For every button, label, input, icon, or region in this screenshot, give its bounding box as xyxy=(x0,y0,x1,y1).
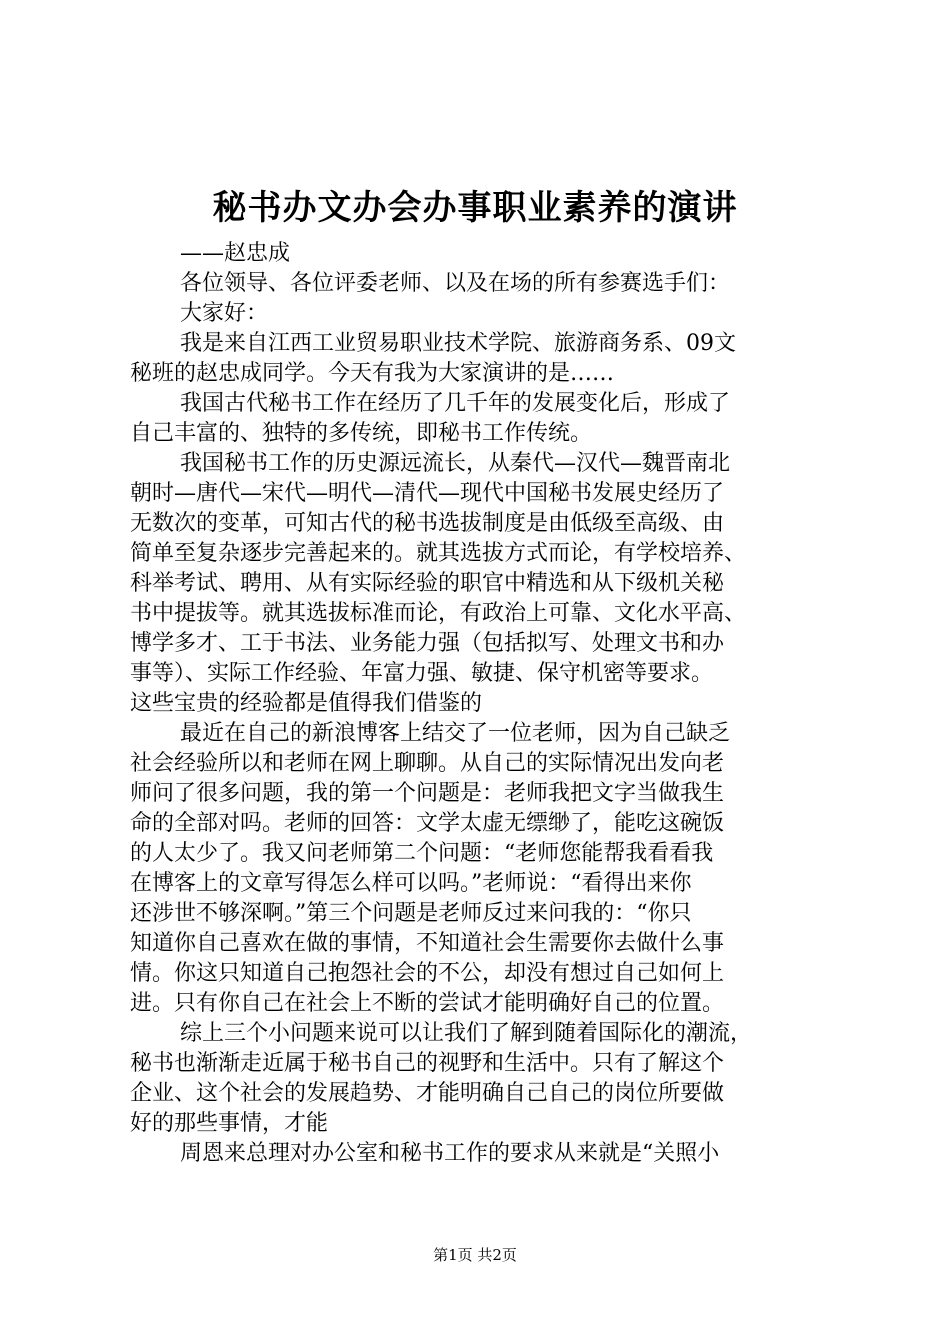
text-line: 秘班的赵忠成同学。今天有我为大家演讲的是…… xyxy=(130,361,615,386)
text-line: 书中提拔等。就其选拔标准而论，有政治上可靠、文化水平高、 xyxy=(130,601,747,626)
text-line: 情。你这只知道自己抱怨社会的不公，却没有想过自己如何上 xyxy=(130,961,725,986)
text-line: 无数次的变革，可知古代的秘书选拔制度是由低级至高级、由 xyxy=(130,511,725,536)
text-line: 各位领导、各位评委老师、以及在场的所有参赛选手们： xyxy=(180,271,731,296)
text-line: 大家好： xyxy=(180,301,269,326)
text-line: 事等）、实际工作经验、年富力强、敏捷、保守机密等要求。 xyxy=(130,661,714,686)
text-line: 进。只有你自己在社会上不断的尝试才能明确好自己的位置。 xyxy=(130,991,725,1016)
document-title: 秘书办文办会办事职业素养的演讲 xyxy=(212,188,738,228)
text-line: 科举考试、聘用、从有实际经验的职官中精选和从下级机关秘 xyxy=(130,571,725,596)
page-footer: 第1页 共2页 xyxy=(433,1246,517,1264)
text-line: 我是来自江西工业贸易职业技术学院、旅游商务系、09文 xyxy=(180,331,736,356)
text-line: 博学多才、工于书法、业务能力强（包括拟写、处理文书和办 xyxy=(130,631,725,656)
text-line: 最近在自己的新浪博客上结交了一位老师，因为自己缺乏 xyxy=(180,721,731,746)
document-body xyxy=(130,239,830,1169)
text-line: 我国古代秘书工作在经历了几千年的发展变化后，形成了 xyxy=(180,391,731,416)
text-line: 知道你自己喜欢在做的事情，不知道社会生需要你去做什么事 xyxy=(130,931,725,956)
text-line: 综上三个小问题来说可以让我们了解到随着国际化的潮流， xyxy=(180,1021,753,1046)
text-line: 秘书也渐渐走近属于秘书自己的视野和生活中。只有了解这个 xyxy=(130,1051,725,1076)
text-line: 周恩来总理对办公室和秘书工作的要求从来就是“关照小 xyxy=(180,1141,720,1166)
text-line: 我国秘书工作的历史源远流长，从秦代—汉代—魏晋南北 xyxy=(180,451,731,476)
text-line: 企业、这个社会的发展趋势、才能明确自己自己的岗位所要做 xyxy=(130,1081,725,1106)
text-line: ——赵忠成 xyxy=(180,241,291,266)
text-line: 的人太少了。我又问老师第二个问题：“老师您能帮我看看我 xyxy=(130,841,714,866)
text-line: 自己丰富的、独特的多传统，即秘书工作传统。 xyxy=(130,421,593,446)
text-line: 还涉世不够深啊。”第三个问题是老师反过来问我的：“你只 xyxy=(130,901,692,926)
text-line: 命的全部对吗。老师的回答：文学太虚无缥缈了，能吃这碗饭 xyxy=(130,811,725,836)
text-line: 这些宝贵的经验都是值得我们借鉴的 xyxy=(130,691,483,716)
text-line: 在博客上的文章写得怎么样可以吗。”老师说：“看得出来你 xyxy=(130,871,692,896)
text-line: 社会经验所以和老师在网上聊聊。从自己的实际情况出发向老 xyxy=(130,751,725,776)
text-line: 师问了很多问题，我的第一个问题是：老师我把文字当做我生 xyxy=(130,781,725,806)
text-line: 简单至复杂逐步完善起来的。就其选拔方式而论，有学校培养、 xyxy=(130,541,747,566)
text-line: 好的那些事情，才能 xyxy=(130,1111,329,1136)
text-line: 朝时—唐代—宋代—明代—清代—现代中国秘书发展史经历了 xyxy=(130,481,725,506)
